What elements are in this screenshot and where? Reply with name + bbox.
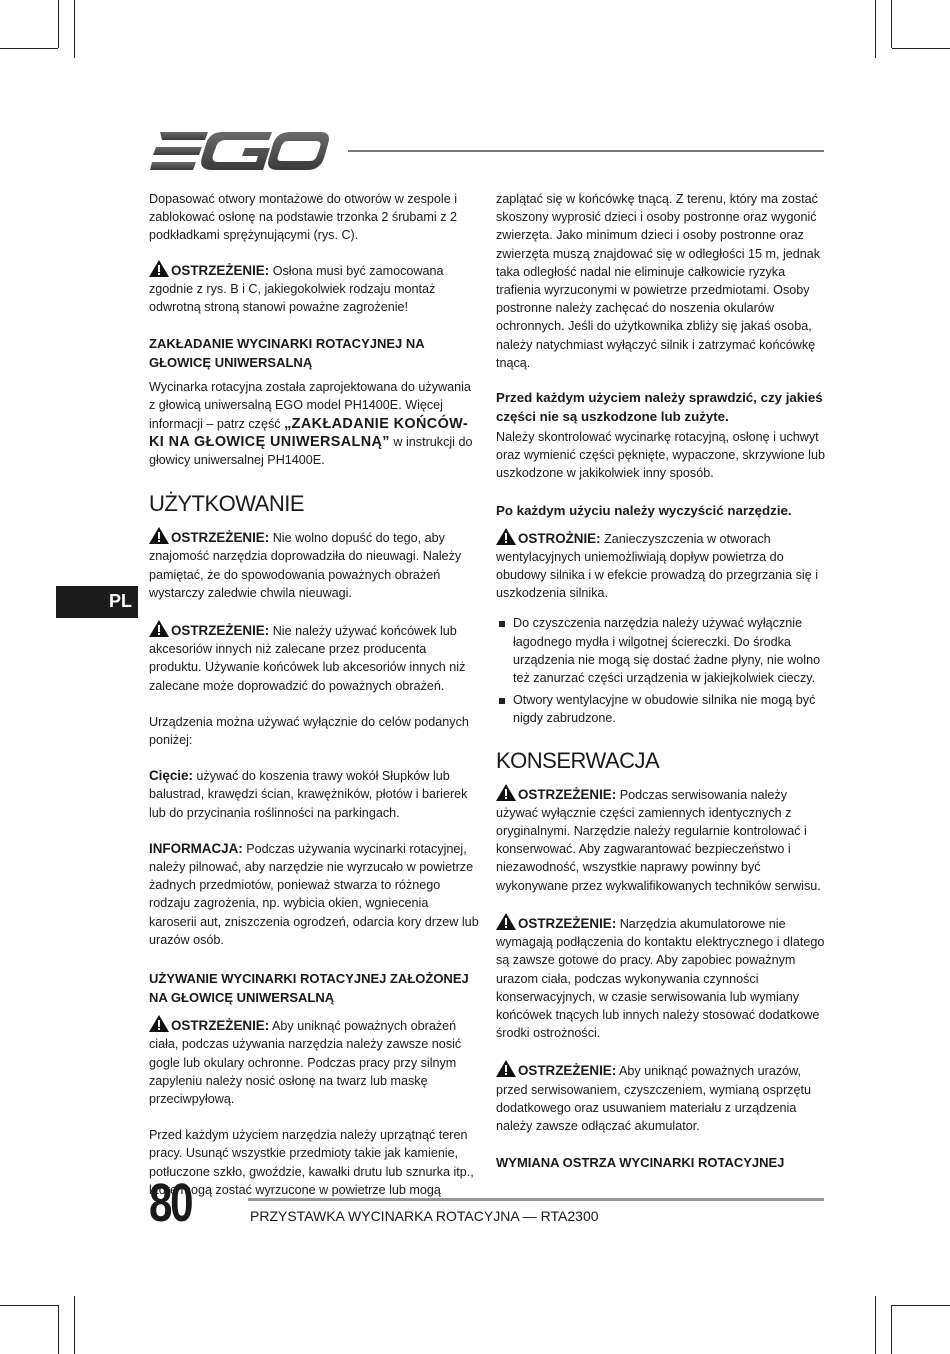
- warning-block: [149, 260, 479, 317]
- note-label: INFORMACJA:: [149, 840, 243, 856]
- header-rule: [348, 150, 824, 152]
- warning-label: OSTRZEŻENIE:: [518, 1063, 617, 1079]
- warning-icon: [149, 527, 169, 544]
- right-column: [496, 190, 826, 1178]
- section-heading: UŻYTKOWANIE: [149, 491, 305, 517]
- caution-block: [496, 528, 826, 603]
- paragraph-text: używać do koszenia trawy wokół Słupków lub balustrad, krawędzi ścian, krawężników, płotów i barierek lub do przycinania roślinności na parkingach.: [149, 769, 468, 820]
- crop-mark: [875, 1296, 876, 1354]
- paragraph: [149, 767, 479, 822]
- warning-icon: [149, 1015, 169, 1032]
- paragraph-text: w instrukcji do głowicy uniwersalnej PH1400E.: [149, 434, 473, 468]
- warning-block: [496, 913, 826, 1042]
- crop-mark: [892, 1305, 950, 1306]
- paragraph: Urządzenia można używać wyłącznie do celów podanych poniżej:: [149, 714, 469, 748]
- page-number: 80: [149, 1173, 192, 1233]
- note-block: [149, 840, 479, 949]
- subsection-heading: WYMIANA OSTRZA WYCINARKI ROTACYJNEJ: [496, 1155, 785, 1171]
- bullet-icon: [499, 621, 505, 627]
- warning-block: [496, 1060, 826, 1135]
- warning-label: OSTRZEŻENIE:: [518, 915, 617, 931]
- crop-mark: [0, 48, 58, 49]
- crop-mark: [58, 0, 59, 48]
- paragraph: [149, 378, 479, 469]
- cross-reference: „ZAKŁADANIE KOŃCÓW-KI NA GŁOWICĘ UNIWERSALNĄ”: [149, 415, 469, 450]
- warning-text: Podczas serwisowania należy używać wyłącznie części zamiennych identycznych z oryginalnymi. Narzędzie należy regularnie kontrolować i konserwować. Aby zagwarantować bezpieczeństwo i niezawodność, wszystkie naprawy powinny być wykonywane przez wykwalifikowanych techników serwisu.: [496, 787, 821, 893]
- language-code: PL: [108, 591, 132, 611]
- bullet-list: [496, 614, 826, 727]
- warning-icon: [149, 620, 169, 637]
- warning-icon: [149, 260, 169, 277]
- footer-rule: [248, 1198, 824, 1201]
- ego-logo: [150, 130, 330, 172]
- footer-title: PRZYSTAWKA WYCINARKA ROTACYJNA — RTA2300: [250, 1208, 599, 1224]
- crop-mark: [0, 1305, 58, 1306]
- crop-mark: [74, 1296, 75, 1354]
- left-column: [149, 190, 479, 1214]
- warning-text: Nie wolno dopuść do tego, aby znajomość narzędzia doprowadziła do nieuwagi. Należy pamiętać, że do spowodowania poważnych obrażeń wystarczy zaledwie chwila nieuwagi.: [149, 531, 462, 600]
- warning-icon: [496, 913, 516, 930]
- crop-mark: [892, 48, 950, 49]
- language-tab: [56, 586, 138, 618]
- crop-mark: [875, 0, 876, 58]
- warning-label: OSTRZEŻENIE:: [171, 262, 270, 278]
- bold-paragraph: Po każdym użyciu należy wyczyścić narzędzie.: [496, 502, 792, 518]
- section-heading: KONSERWACJA: [496, 747, 660, 773]
- subsection-heading: UŻYWANIE WYCINARKI ROTACYJNEJ ZAŁOŻONEJ NA GŁOWICĘ UNIWERSALNĄ: [149, 971, 469, 1006]
- warning-block: [149, 1015, 479, 1108]
- warning-text: Nie należy używać końcówek lub akcesoriów innych niż zalecane przez producenta produktu. Używanie końcówek lub akcesoriów innych niż zalecane może doprowadzić do poważnych obrażeń.: [149, 624, 466, 693]
- warning-label: OSTRZEŻENIE:: [518, 786, 617, 802]
- warning-text: Osłona musi być zamocowana zgodnie z rys. B i C, jakiegokolwiek rodzaju montaż odwrotną stroną stanowi poważne zagrożenie!: [149, 263, 444, 315]
- caution-icon: [496, 528, 516, 545]
- crop-mark: [891, 1305, 892, 1354]
- bold-paragraph: Przed każdym użyciem należy sprawdzić, czy jakieś części nie są uszkodzone lub zużyte.: [496, 390, 823, 425]
- crop-mark: [58, 1305, 59, 1354]
- paragraph: Przed każdym użyciem narzędzia należy uprzątnąć teren pracy. Usunąć wszystkie przedmioty takie jak kamienie, potłuczone szkło, gwoździe, kawałki drutu lub sznurka itp., które mogą zostać wyrzucone w powietrze lub mogą: [149, 1128, 474, 1197]
- list-item: [496, 691, 826, 727]
- warning-label: OSTRZEŻENIE:: [171, 623, 270, 639]
- warning-label: OSTRZEŻENIE:: [171, 1018, 270, 1034]
- warning-text: Aby uniknąć poważnych urazów, przed serwisowaniem, czyszczeniem, wymianą osprzętu dodatkowego oraz usuwaniem materiału z urządzenia należy zawsze odłączać akumulator.: [496, 1064, 811, 1133]
- warning-icon: [496, 1060, 516, 1077]
- caution-label: OSTROŻNIE:: [518, 530, 601, 546]
- paragraph: Należy skontrolować wycinarkę rotacyjną, osłonę i uchwyt oraz wymienić części pęknięte, wypaczone, skrzywione lub uszkodzone w jakikolwiek inny sposób.: [496, 430, 825, 481]
- list-item-text: Otwory wentylacyjne w obudowie silnika nie mogą być nigdy zabrudzone.: [513, 693, 816, 726]
- paragraph: Dopasować otwory montażowe do otworów w zespole i zablokować osłonę na podstawie trzonka 2 śrubami z 2 podkładkami sprężynującymi (rys. C).: [149, 192, 458, 243]
- bullet-icon: [499, 698, 505, 704]
- crop-mark: [891, 0, 892, 48]
- warning-text: Aby uniknąć poważnych obrażeń ciała, podczas używania narzędzia należy zawsze nosić gogle lub okulary ochronne. Podczas pracy przy silnym zapyleniu należy nosić osłonę na twarz lub maskę przeciwpyłową.: [149, 1019, 462, 1106]
- caution-text: Zanieczyszczenia w otworach wentylacyjnych uniemożliwiają dopływ powietrza do obudowy silnika i w efekcie prowadzą do przegrzania się i uszkodzenia silnika.: [496, 531, 819, 601]
- note-text: Podczas używania wycinarki rotacyjnej, należy pilnować, aby narzędzie nie wyrzucało w powietrze żadnych przedmiotów, ponieważ stwarza to różnego rodzaju zagrożenia, np. wybicia okien, wgniecenia karoserii aut, zniszczenia ogrodzeń, odarcia kory drzew lub urazów osób.: [149, 841, 479, 947]
- paragraph-text: Wycinarka rotacyjna została zaprojektowana do używania z głowicą uniwersalną EGO model PH1400E. Więcej informacji – patrz część: [149, 380, 471, 431]
- paragraph: zaplątać się w końcówkę tnącą. Z terenu, który ma zostać skoszony wyprosić dzieci i osoby postronne oraz wygonić zwierzęta. Jako minimum dzieci i osoby postronne oraz zwierzęta muszą znajdować się w odległości 15 m, jednak taka odległość nadal nie eliminuje całkowicie ryzyka trafienia wyrzuconymi w powietrze przedmiotami. Osoby postronne należy zachęcać do noszenia okularów ochronnych. Jeśli do użytkownika zbliży się jakaś osoba, należy natychmiast wyłączyć silnik i zatrzymać końcówkę tnącą.: [496, 192, 821, 370]
- list-item-text: Do czyszczenia narzędzia należy używać wyłącznie łagodnego mydła i wilgotnej ściereczki. Do środka urządzenia nie mogą się dostać żadne płyny, nie wolno też zanurzać części urządzenia w jakiejkolwiek cieczy.: [513, 616, 821, 686]
- warning-icon: [496, 784, 516, 801]
- warning-block: [149, 620, 479, 695]
- warning-label: OSTRZEŻENIE:: [171, 530, 270, 546]
- list-item: [496, 614, 826, 687]
- paragraph-lead: Cięcie:: [149, 768, 193, 784]
- crop-mark: [74, 0, 75, 58]
- warning-text: Narzędzia akumulatorowe nie wymagają podłączenia do kontaktu elektrycznego i dlatego są zawsze gotowe do pracy. Aby zapobiec poważnym urazom ciała, podczas wykonywania czynności konserwacyjnych, w czasie serwisowania lub wymiany końcówek tnących lub innych należy stosować dodatkowe środki ostrożności.: [496, 916, 825, 1041]
- warning-block: [496, 784, 826, 895]
- subsection-heading: ZAKŁADANIE WYCINARKI ROTACYJNEJ NA GŁOWICĘ UNIWERSALNĄ: [149, 336, 425, 371]
- warning-block: [149, 527, 479, 602]
